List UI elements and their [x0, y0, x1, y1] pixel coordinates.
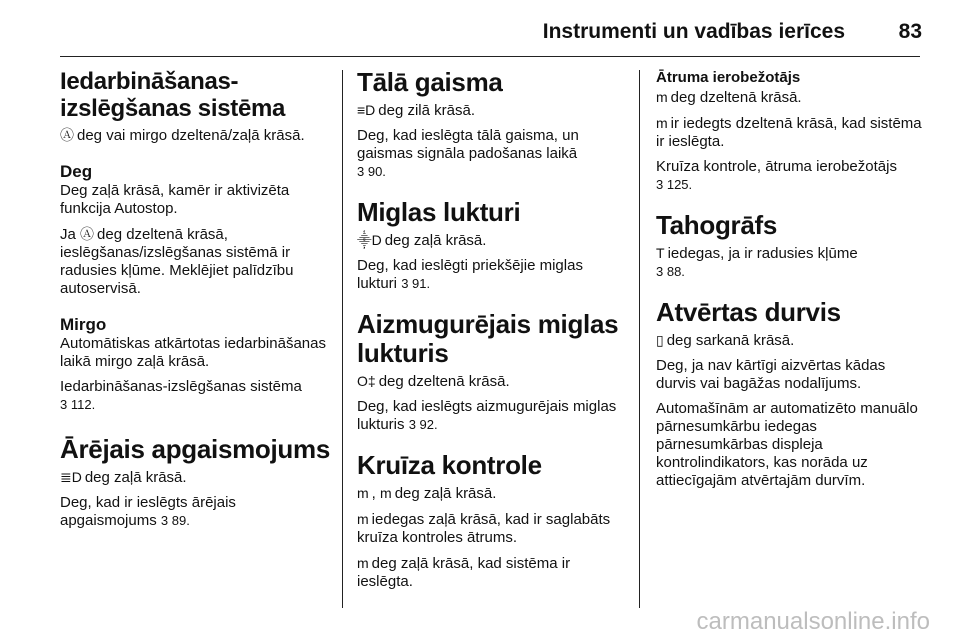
paragraph: Deg, kad ieslēgts aizmugurējais miglas lukturis 3 92.	[357, 398, 617, 433]
section-title-tachograph: Tahogrāfs	[656, 210, 778, 240]
paragraph: ≣D deg zaļā krāsā.	[60, 469, 187, 486]
subheading-mirgo: Mirgo	[60, 315, 107, 334]
section-title-exterior-lights: Ārējais apgaismojums	[60, 434, 330, 464]
page-reference: 3 88.	[656, 264, 685, 279]
paragraph: Deg, ja nav kārtīgi aizvērtas kādas durvis vai bagāžas nodalījums.	[656, 357, 886, 392]
paragraph: Ⓐ deg vai mirgo dzeltenā/zaļā krāsā.	[60, 127, 305, 144]
section-title-cruise-control: Kruīza kontrole	[357, 450, 542, 480]
cruise-control-set-icon: m	[357, 555, 369, 571]
paragraph: Deg, kad ieslēgta tālā gaisma, un gaismas signāla padošanas laikā 3 90.	[357, 127, 579, 179]
tachograph-icon: T	[656, 245, 665, 261]
page-reference: 3 91.	[401, 276, 431, 291]
section-title-fog-lights: Miglas lukturi	[357, 197, 521, 227]
column-1	[60, 68, 330, 537]
section-title-high-beam: Tālā gaisma	[357, 67, 503, 97]
rear-fog-light-icon: O‡	[357, 373, 376, 389]
paragraph: Ja Ⓐ deg dzeltenā krāsā, ieslēgšanas/izslēgšanas sistēmā ir radusies kļūme. Meklējiet palīdzību autoservisā.	[60, 226, 294, 297]
paragraph: Deg, kad ieslēgti priekšējie miglas lukturi 3 91.	[357, 257, 583, 292]
subheading-deg: Deg	[60, 162, 93, 181]
paragraph: Automātiskas atkārtotas iedarbināšanas laikā mirgo zaļā krāsā.	[60, 335, 326, 370]
fog-light-icon: ⸎D	[357, 232, 382, 248]
paragraph: O‡ deg dzeltenā krāsā.	[357, 373, 510, 390]
paragraph: Deg, kad ir ieslēgts ārējais apgaismojums 3 89.	[60, 494, 236, 529]
section-title-rear-fog-light: Aizmugurējais miglas lukturis	[357, 309, 619, 368]
exterior-light-icon: ≣D	[60, 469, 82, 485]
paragraph: m iedegas zaļā krāsā, kad ir saglabāts kruīza kontroles ātrums.	[357, 511, 611, 546]
section-title-speed-limiter: Ātruma ierobežotājs	[656, 69, 801, 86]
column-divider	[342, 70, 343, 608]
cruise-control-set-icon: m	[380, 485, 392, 501]
cruise-control-icon: m	[357, 485, 369, 501]
paragraph: m , m deg zaļā krāsā.	[357, 485, 497, 502]
paragraph: Iedarbināšanas-izslēgšanas sistēma 3 112.	[60, 378, 302, 412]
paragraph: T iedegas, ja ir radusies kļūme 3 88.	[656, 245, 858, 279]
cruise-control-icon: m	[357, 511, 369, 527]
autostop-icon: Ⓐ	[80, 226, 95, 242]
door-open-icon: ▯	[656, 332, 664, 348]
page-reference: 3 90.	[357, 164, 386, 179]
speed-limiter-icon: m	[656, 115, 668, 131]
paragraph: ≡D deg zilā krāsā.	[357, 102, 475, 119]
header-rule	[60, 56, 920, 57]
page-header	[0, 0, 960, 60]
page-reference: 3 125.	[656, 177, 693, 192]
autostop-icon: Ⓐ	[60, 127, 74, 143]
paragraph: Deg zaļā krāsā, kamēr ir aktivizēta funkcija Autostop.	[60, 182, 290, 217]
column-3	[656, 68, 926, 497]
paragraph: m deg zaļā krāsā, kad sistēma ir ieslēgta.	[357, 555, 571, 590]
paragraph: Kruīza kontrole, ātruma ierobežotājs 3 125.	[656, 158, 897, 192]
paragraph: ▯ deg sarkanā krāsā.	[656, 332, 795, 349]
section-title-door-open: Atvērtas durvis	[656, 297, 841, 327]
column-divider	[639, 70, 640, 608]
watermark: carmanualsonline.info	[696, 608, 930, 635]
page-number: 83	[898, 20, 922, 43]
page-reference: 3 89.	[160, 513, 190, 528]
column-2	[357, 68, 627, 598]
paragraph: m ir iedegts dzeltenā krāsā, kad sistēma ir ieslēgta.	[656, 115, 922, 150]
section-title-start-stop: Iedarbināšanas- izslēgšanas sistēma	[60, 68, 286, 122]
paragraph: ⸎D deg zaļā krāsā.	[357, 232, 487, 249]
paragraph: Automašīnām ar automatizēto manuālo pārnesumkārbu iedegas pārnesumkārbas displeja kontrolindikators, kas norāda uz attiecīgajām atvērtajām durvīm.	[656, 400, 918, 489]
speed-limiter-icon: m	[656, 89, 668, 105]
paragraph: m deg dzeltenā krāsā.	[656, 89, 802, 106]
page-header-title: Instrumenti un vadības ierīces	[542, 20, 845, 43]
page-reference: 3 92.	[408, 417, 438, 432]
page-reference: 3 112.	[60, 397, 96, 412]
high-beam-icon: ≡D	[357, 102, 376, 118]
